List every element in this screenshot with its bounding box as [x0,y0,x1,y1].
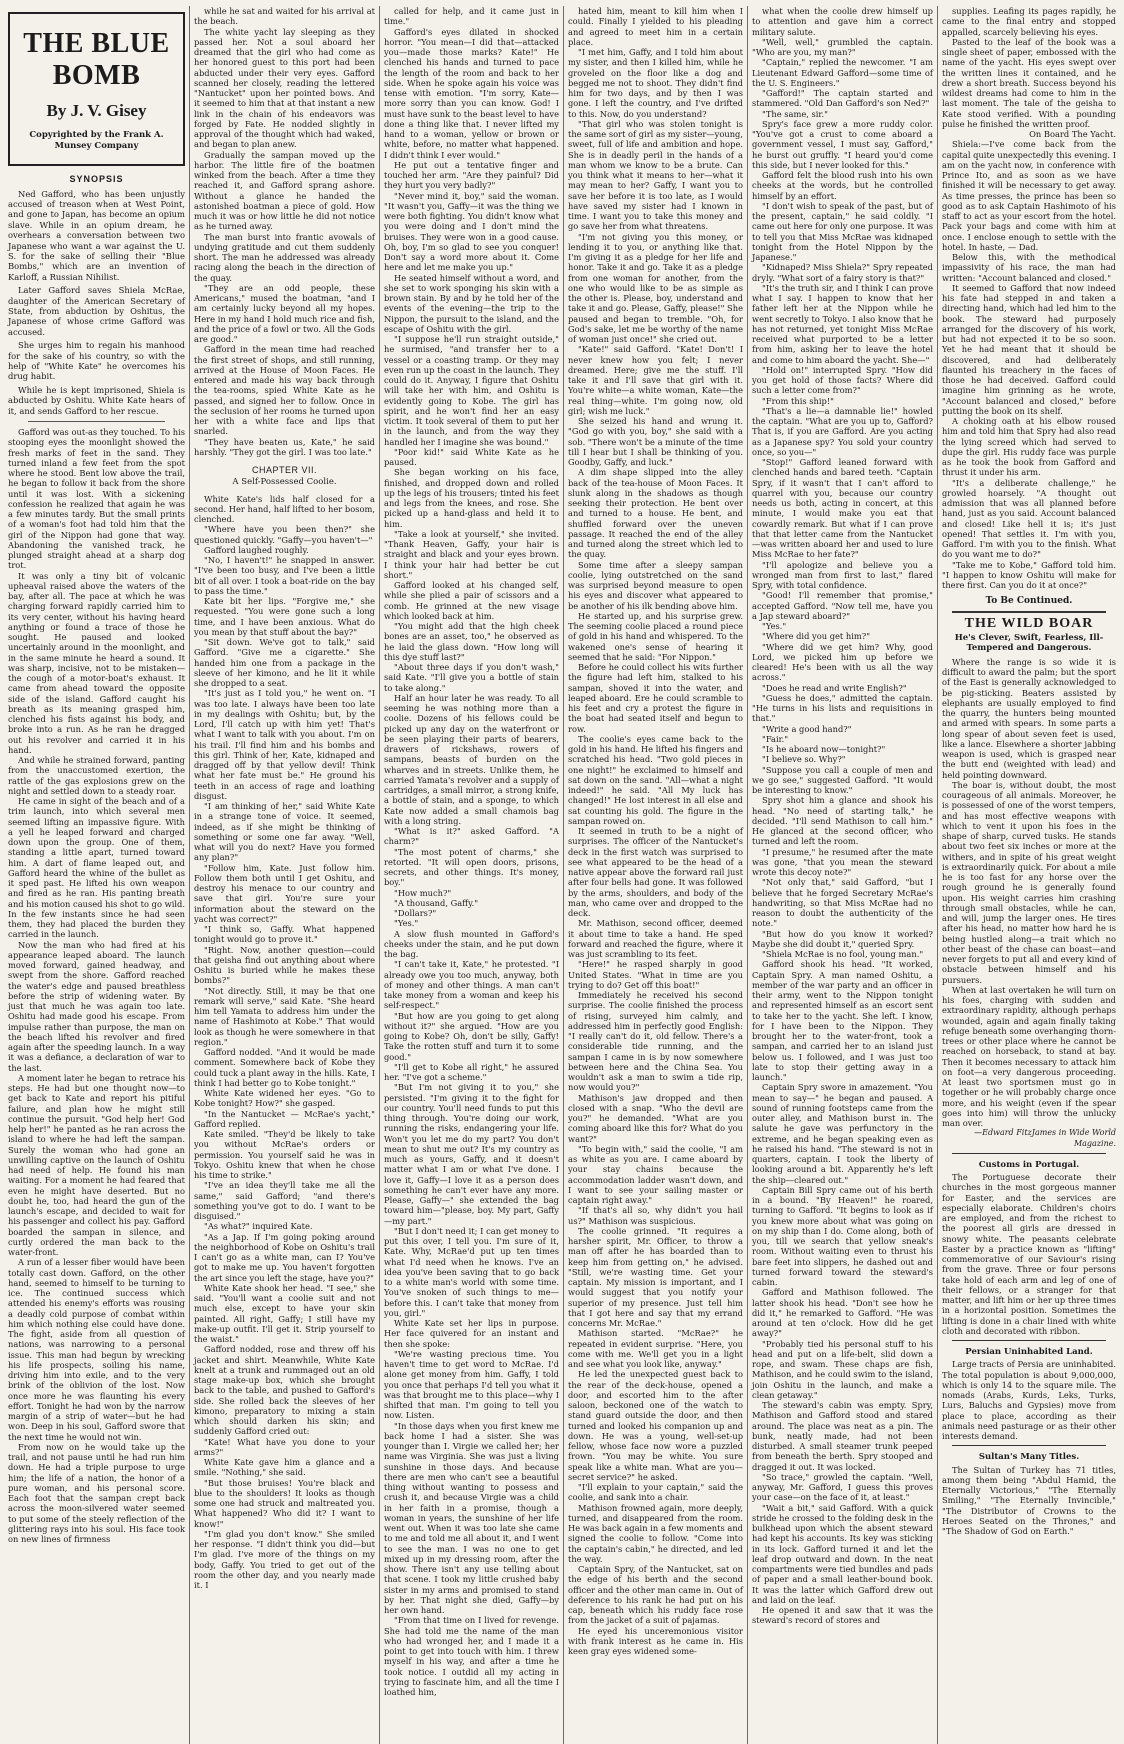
story-paragraph: Gafford was out-as they touched. To his stooping eyes the moonlight showed the fresh marks of feet in the sand. They turned inland a few feet from the spot where he stood. Bent low above the trail, he began to follow it back from the shore until it was lost. With a sickening confession he realized that again he was a few minutes tardy. But the small prints of a woman's foot had told him that the girl of the Nippon had gone that way. Abandoning the vanished track, he plunged straight ahead at a sharp dog trot. [8,427,185,571]
story-paragraph: White Kate widened her eyes. "Go to Kobe tonight? How?" she gasped. [194,1088,375,1109]
story-paragraph: while he sat and waited for his arrival at the beach. [194,6,375,27]
story-paragraph: "But I don't need it; I can get money to put this over, I tell you. I'm sure of it, Kate. Why, McRae'd put up ten times what I'd need when he knows. I've an idea you've been saving that to go back to a white man's world with some time. You've snoken of such things to me—before this. I can't take that money from you, girl." [384,1225,559,1318]
story-paragraph: The steward's cabin was empty. Spry, Mathison and Gafford stood and stared around. The place was neat as a pin. The bunk, neatly made, had not been disturbed. A small steamer trunk peeped from beneath the berth. Spry stooped and dragged it out. It was locked. [752,1400,933,1472]
story-paragraph: White Kate's lids half closed for a second. Her hand, half lifted to her bosom, clenched. [194,493,375,524]
story-paragraph: Gradually the sampan moved up the harbor. The little fire of the boatmen winked from the beach. After a time they reached it, and Gafford sprang ashore. Without a glance he handed the astonished boatman a piece of gold. How much it was or how little he did not notice as he turned away. [194,149,375,232]
story-paragraph: "We're wasting precious time. You haven't time to get word to McRae. I'd alone get money from him. Gaffy, I told you once that perhaps I'd tell you what it was that brought me to this place—why I shifted that man. I'm going to tell you now. Listen. [384,1348,559,1421]
story-paragraph: "I don't wish to speak of the past, but of the present, captain," he said coldly. "I came out here for only one purpose. It was to tell you that Miss McRae was kidnaped tonight from the Hotel Nippon by the Japanese." [752,200,933,262]
story-paragraph: She began working on his face, finished, and dropped down and rolled up the legs of his trousers; tinted his feet and legs from the knees, and rose. She picked up a hand-glass and held it to him. [384,467,559,529]
story-paragraph: "I'll explain to your captain," said the coolie, and sank into a chair. [568,1482,743,1503]
synopsis-section [8,174,185,416]
story-paragraph: "In those days when you first knew me back home I had a sister. She was younger than I. Virgie we called her; her name was Virginia. She was just a living sunshine in those days. And because there are men who can't see a beautiful thing without wanting to possess and crush it, and because Virgie was a child in her faith in a promise, though a woman in years, the sunshine of her life went out. When it was too late she came to me and told me all about it, and I went to see the man. I was no one to get mixed up in my dressing room, after the show. There isn't any use telling about that scene. I took my little crushed baby sister in my arms and promised to stand by her. That night she died, Gaffy—by her own hand. [384,1420,559,1615]
story-paragraph: "Take me to Kobe," Gafford told him. "I happen to know Oshitu will make for there first. Can you do it at once?" [942,559,1116,590]
letter-heading: On Board The Yacht. [1029,129,1116,139]
synopsis-paragraph: Later Gafford saves Shiela McRae, daughter of the American Secretary of State, from abduction by Oshitus, the Japanese of whose crime Gafford was accused. [8,285,185,337]
story-paragraph: "Does he read and write English?" [762,682,907,693]
story-paragraph: what when the coolie drew himself up to attention and gave him a correct military salute. [752,6,933,37]
story-paragraph: "But how do you know it worked? Maybe she did doubt it," queried Spry. [752,928,933,949]
story-paragraph: "Suppose you call a couple of men and we go see," suggested Gafford. "It would be interesting to know." [752,764,933,795]
story-paragraph: Gafford's eyes dilated in shocked horror. "You mean—I did that—attacked you—made those marks? Kate!" He clenched his hands and turned to pace the length of the room and back to her side. When he spoke again his voice was tense with emotion. "I'm sorry, Kate—more sorry than you can know. God! I must have sunk to the beast level to have done a thing like that. I never lifted my hand to a woman, yellow or brown or white, before, no matter what happened. I didn't think I ever would." [384,26,559,160]
story-paragraph: A run of a lesser fiber would have been totally cast down. Gafford, on the other hand, seemed to himself to be turning to ice. The continued success which attended his enemy's efforts was rousing a deadly cold purpose of combat within him which nothing else could have done. The fight, aside from all question of nations, was narrowing to a personal issue. This man had begun by wrecking his life prospects, soiling his name, driving him into exile, and to the very brink of the oblivion of the lost. Now once more he was flaunting his every effort. Tonight he had won by the narrow margin of a strip of water—but he had won. Deep in his soul, Gafford swore that the next time he would not win. [8,1257,185,1442]
story-paragraph: A dim shape slipped into the alley back of the tea-house of Moon Faces. It slunk along in the shadows as though seeking their protection. He bent over and turned to a house. He bent, and shuffled forward over the uneven passage. It reached the end of the alley and turned along the street which led to the quay. [568,467,743,560]
story-title-box [8,12,185,166]
story-paragraph: And while he strained forward, panting from the unaccustomed exertion, the rattle of the gas explosions grew on the night and settled down to a steady roar. [8,755,185,796]
story-paragraph: "Kate!" said Gafford. "Kate! Don't! I never knew how you felt; I never dreamed. Here; give me the stuff. I'll take it and I'll save that girl with it. You're white—a white woman, Kate—the real thing—white. I'm going now, old girl; wish me luck." [568,344,743,416]
story-paragraph: "How much?" [394,887,452,898]
synopsis-paragraph: While he is kept imprisoned, Shiela is abducted by Oshitu. White Kate hears of it, and sends Gafford to her rescue. [8,384,185,416]
synopsis-heading: SYNOPSIS [69,174,124,185]
story-paragraph: "I've an idea they'll take me all the same," said Gafford; "and there's something you've got to do. I want to be disguised." [194,1180,375,1221]
story-paragraph: "Where did you get him?" [762,631,871,642]
story-paragraph: Captain Bill Spry came out of his berth in a bound. "By Heaven!" he roared, turning to Gafford. "It begins to look as if you knew more about what was going on on my ship than I do. Come along, both of you, till we search that yellow sneak's room. Without waiting even to thrust his bare feet into slippers, he dashed out and turned forward toward the steward's cabin. [752,1184,933,1287]
story-paragraph: Gafford looked at his changed self, while she plied a pair of scissors and a comb. He grinned at the new visage which looked back at him. [384,580,559,621]
story-paragraph: White Kate gave him a glance and a smile. "Nothing," she said. [194,1457,375,1478]
story-paragraph: She seized his hand and wrung it. "God go with you, boy," she said with a sob. "There won't be a minute of the time till I hear but I shall be thinking of you. Goodby, Gaffy, and luck." [568,416,743,467]
article-paragraph: The Portuguese decorate their churches in the most gorgeous manner for Easter, and the services are especially elaborate. Children's choirs are employed, and from the richest to the poorest all girls are dressed in snowy white. The peasants celebrate Easter by a practice known as "lifting" commemorative of our Saviour's rising from the grave. Three or four persons take hold of each arm and leg of one of their fellows, or a stranger for that matter, and lift him or her up three times in a horizontal position. Sometimes the lifting is done in a chair lined with white cloth and decorated with ribbon. [942,1172,1116,1336]
story-paragraph: Spry's face grew a more ruddy color. "You've got a crust to come aboard a government vessel, I must say, Gafford," he burst out gruffly. "I heard you'd come this side, but I never looked for this." [752,118,933,170]
story-paragraph: It was only a tiny bit of volcanic upheaval raised above the waters of the bay, after all. The pace at which he was charging forward rapidly carried him to its very center, without his having heard anything or found a trace of those he sought. He paused and looked uncertainly around in the moonlight, and in the same minute he heard a sound. It was sharp, incisive, not to be mistaken—the cough of a motor-boat's exhaust. It came from ahead toward the opposite side of the island. Gafford caught his breath as its meaning grasped him, clenched his fists against his body, and broke into a run. As he ran he dragged out his revolver and carried it in his hand. [8,570,185,755]
story-paragraph: "From that time on I lived for revenge. She had told me the name of the man who had wronged her, and I made it a point to get into touch with him. I threw myself in his way, and after a time he took notice. I outdid all my acting in trying to fascinate him, and all the time I loathed him, [384,1615,559,1697]
story-paragraph: "I'll apologize and believe you a wronged man from first to last," flared Spry, with total confidence. [752,559,933,590]
story-byline: By J. V. Gisey [46,101,147,120]
story-paragraph: "The most potent of charms," she retorted. "It will open doors, prisons, secrets, and other things. It's money, boy." [384,846,559,888]
synopsis-paragraph: She urges him to regain his manhood for the sake of his country, so with the help of "White Kate" he overcomes his drug habit. [8,340,185,382]
story-paragraph: "Wait a bit," said Gafford. With a quick stride he crossed to the folding desk in the bulkhead upon which the absent steward had kept his accounts. Its key was sticking in its lock. Gafford turned it and let the leaf drop outward and down. In the neat compartments were tied bundles and pads of paper and a small leather-bound book. It was the latter which Gafford drew out and laid on the leaf. [752,1502,933,1605]
story-paragraph: "It's a deliberate challenge," he growled hoarsely. "A thought out admission that was all planned before hand, just as you said. Account balanced and closed! Like hell it is; it's just opened! That settles it. I'm with you, Gafford. I'm with you to the finish. What do you want me to do?" [942,477,1116,560]
column-3 [380,6,564,1744]
story-paragraph: Now the man who had fired at his appearance leaped aboard. The launch moved forward, gained headway, and swept from the shore. Gafford reached the water's edge and paused breathless before the strip of widening water. By just that much he was again too late. Oshitu had made good his escape. From impulse rather than purpose, the man on the beach lifted his revolver and fired again after the speeding launch. In a way it was a defiance, a declaration of war to the last. [8,939,185,1073]
article-credit: —Edward FitzJames in Wide World Magazine. [974,1128,1116,1148]
story-paragraph: "Captain," replied the newcomer. "I am Lieutenant Edward Gafford—some time of the U. S. Engineers." [752,57,933,88]
story-paragraph: Some time after a sleepy sampan coolie, lying outstretched on the sand was surprised beyond measure to open his eyes and discover what appeared to be another of his ilk bending above him. [568,559,743,611]
story-paragraph: White Kate set her lips in purpose. Her face quivered for an instant and then she spoke: [384,1318,559,1349]
story-paragraph: "But how are you going to get along without it?" she argued. "How are you going to Kobe? Oh, don't be silly, Gaffy! Take the rotten stuff and turn it to some good." [384,1010,559,1062]
story-paragraph: "Well, well," grumbled the captain. "Who are you, my man?" [752,36,933,57]
story-paragraph: Captain Spry swore in amazement. "You mean to say—" he began and paused. A sound of running footsteps came from the outer alley, and Mathison burst in. The salute he gave was perfunctory in the extreme, and he began speaking even as he raised his hand. "The steward is not in quarters, captain. I took the liberty of looking around a bit. Apparently he's left the ship—cleared out." [752,1082,933,1185]
chapter-heading: CHAPTER VII. [251,465,317,475]
to-be-continued: To Be Continued. [985,596,1073,607]
story-paragraph: He started up, and his surprise grew. The seeming coolie placed a round piece of gold in his hand and whispered. To the wakened one's sense of hearing it seemed that he said: "For Nippon." [568,610,743,662]
article-paragraph: Where the range is so wide it is difficult to award the palm; but the sport of the East is generally acknowledged to be pig-sticking. Beaters assisted by elephants are usually employed to find the quarry, the hunters being mounted and armed with spears. In some parts a long spear of about seven feet is used, like a lance. Elsewhere a shorter jabbing weapon is used, which is grasped near the butt end (weighted with lead) and held pointing downward. [942,656,1116,780]
story-paragraph: "So trace," growled the captain. "Well, anyway, Mr. Gafford, I guess this proves your case—on the face of it, at least." [752,1471,933,1503]
story-paragraph: "Shiela McRae is no fool, young man." [762,949,924,959]
story-paragraph: A slow flush mounted in Gafford's cheeks under the stain, and he put down the bag. [384,928,559,959]
story-paragraph: Spry shot him a glance and shook his head. "No need of starting talk," he decided. "I'll send Mathison to call him." He glanced at the second officer, who turned and left the room. [752,795,933,847]
story-paragraph: "I think so, Gaffy. What happened tonight would go to prove it." [194,924,375,945]
story-paragraph: "I'm not giving you this money, or lending it to you, or anything like that. I'm giving it as a pledge for her life and honor. Take it and go. Take it as a pledge from one woman for another, from the one who would like to be as simple as the other is. Please, boy, understand and take it and go. Please, Gaffy, please!" She paused and began to tremble. "Oh, for God's sake, let me be worthy of the name of woman just once!" she cried out. [568,231,743,344]
column-6 [938,6,1120,1744]
story-paragraph: "No, I haven't!" he snapped in answer. "I've been too busy, and I've been a little bit of all over. I took a boat-ride on the bay to pass the time." [194,555,375,596]
story-paragraph: "I am thinking of her," said White Kate in a strange tone of voice. It seemed, indeed, as if she might be thinking of something or some one far away. "Well, what will you do next? Have you formed any plan?" [194,801,375,863]
letter-text: Shiela:—I've come back from the capital quite unexpectedly this evening. I am on the yacht now, in conference with Prince Ito, and as soon as we have finished it will be necessary to get away. As time presses, the prince has been so good as to ask Captain Hashimoto of his staff to act as your escort from the hotel. Pack your bags and come with him at once. I enclose enough to settle with the hotel. In haste, — Dad. [942,139,1116,252]
story-paragraph: The white yacht lay sleeping as they passed her. Not a soul aboard her dreamed that the girl who had come as her honored guest to this port had been abducted under their very eyes. Gafford scanned her closely, reading the lettered "Nantucket" upon her pointed bows. And it seemed to him that at that instant a new link in the chain of his endeavors was forged by Fate. He nodded slightly in approval of the thought which had waked, and began to plan anew. [194,26,375,150]
story-paragraph: "Follow him, Kate. Just follow him. Follow them both until I get Oshitu, and destroy his menace to our country and save that girl. You're sure your information about the steward on the yacht was correct?" [194,862,375,924]
story-paragraph: "From this ship!" [762,395,834,406]
story-paragraph: "Kidnaped? Miss Shiela?" Spry repeated dryly. "What sort of a fairy story is that?" [752,262,933,283]
story-paragraph: White Kate shook her head. "I see," she said. "You'll want a coolie suit and not much else, except to have your skin painted. All right, Gaffy; I still have my make-up outfit. I'll get it. Strip yourself to the waist." [194,1282,375,1344]
sultan-heading: Sultan's Many Titles. [978,1452,1080,1463]
wild-boar-subheading: He's Clever, Swift, Fearless, Ill-Tempered and Dangerous. [954,632,1104,653]
section-rule [952,611,1106,613]
story-paragraph: "Probably tied his personal stuff to his head and put on a life-belt, slid down a rope, and swam. These chaps are fish, Mathison, and he could swim to the island, join Oshitu in the launch, and make a clean getaway." [752,1338,933,1400]
story-paragraph: "Good! I'll remember that promise," accepted Gafford. "Now tell me, have you a Jap steward aboard?" [752,590,933,621]
story-paragraph: "I believe so. Why?" [762,754,846,765]
story-paragraph: Mathison frowned again, more deeply, turned, and disappeared from the room. He was back again in a few moments and signed the coolie to follow. "Come into the captain's cabin," he directed, and led the way. [568,1502,743,1564]
story-paragraph: "Right. Now, another question—could that geisha find out anything about where Oshitu is buried while he makes these bombs?" [194,944,375,986]
story-paragraph: "It's just as I told you," he went on. "I was too late. I always have been too late in my dealings with Oshitu; but, by the Lord, I'll catch up with him yet! That's what I want to talk with you about. I'm on his trail. I'll find him and his bombs and this girl. Think of her, Kate, kidnaped and dragged off by that yellow devil! Think what her fate must be." He ground his teeth in an access of rage and loathing disgust. [194,688,375,801]
story-paragraph: He put out a tentative finger and touched her arm. "Are they painful? Did they hurt you very badly?" [384,159,559,191]
story-paragraph: "Stop!" Gafford leaned forward with clenched hands and bared teeth. "Captain Spry, if it wasn't that I can't afford to quarrel with you, because our country needs us both, acting in concert, at this minute, I would make you eat that cowardly remark. But what if I can prove that that letter came from the Nantucket—was written aboard her and used to lure Miss McRae to her fate?" [752,457,933,560]
story-paragraph: He came in sight of the beach and of a trim launch, into which several men seemed lifting an impassive figure. With a yell he leaped forward and charged down upon the group. One of them, standing a little apart, turned toward him. A dart of flame leaped out, and Gafford heard the whine of the bullet as it sped past. He lifted his own weapon and fired as he ran. His panting breath and his motion caused his shot to go wild. In the few instants since he had seen them, they had placed the burden they carried in the launch. [8,796,185,940]
story-paragraph: "Kate! What have you done to your arms?" [194,1436,375,1457]
story-paragraph: "Not only that," said Gafford, "but I believe that he forged Secretary McRae's handwriting, so that Miss McRae had no reason to doubt the authenticity of the note." [752,877,933,929]
story-paragraph: Gafford and Mathison followed. The latter shook his head. "Don't see how he did it," he remarked to Gafford. "He was around at ten o'clock. How did he get away?" [752,1287,933,1339]
story-paragraph: "A thousand, Gaffy." [394,897,479,908]
story-paragraph: "Gafford!" The captain started and stammered. "Old Dan Gafford's son Ned?" [752,88,933,109]
article-paragraph: The boar is, without doubt, the most courageous of all animals. Moreover, he is possessed of one of the worst tempers, and has most effective weapons with which to vent it upon his foes in the shape of sharp, curved tusks. He stands about two feet six inches or more at the withers, and in spite of his great weight is extraordinarily quick. For about a mile he is too fast for any horse over the rough ground he is generally found upon. His weight carries him crashing through small obstacles, while he can, and will, jump the larger ones. He tires after his head, no matter how hard he is being hustled along—a trait which no other beast of the chase can boast—and never forgets to put all and every kind of obstacle between himself and his pursuers. [942,779,1116,985]
story-paragraph: "The same, sir." [762,108,828,119]
story-paragraph: "I'll get to Kobe all right," he assured her. "I've got a scheme." [384,1061,559,1082]
column-1 [4,6,190,1744]
story-paragraph: The coolie's eyes came back to the gold in his hand. He lifted his fingers and scratched his head. "Two gold pieces in one night!" he exclaimed to himself and sat down on the sand. "All—what a night indeed!" he said. "All My luck has changed!" He lost interest in all else and sat counting his gold. The figure in the sampan rowed on. [568,733,743,826]
story-paragraph: "Hold on!" interrupted Spry. "How did you get hold of those facts? Where did such a letter come from?" [752,364,933,396]
story-paragraph: "Here!" he rasped sharply in good United States. "What in time are you trying to do? Get off this boat!" [568,959,743,990]
story-paragraph: Mr. Mathison, second officer, deemed it about time to take a hand. He sped forward and reached the figure, where it was just scrambling to its feet. [568,918,743,959]
story-paragraph: A moment later he began to retrace his steps. He had but one thought now—to get back to Kate and report his pitiful failure, and plan how he might still continue the pursuit. "God help her! God help her!" he panted as he ran across the island to where he had left the sampan. Surely the woman who had gone an unwilling captive on the launch of Oshitu had need of help. He found his man waiting. For a moment he had feared that even he might have deserted. But no doubt he, too, had heard the gun of the launch's escape, and decided to wait for his passenger and collect his pay. Gafford boarded the sampan in silence, and curtly ordered the man back to the water-front. [8,1072,185,1258]
story-paragraph: Gafford nodded, rose and threw off his jacket and shirt. Meanwhile, White Kate knelt at a trunk and rummaged out an old stage make-up box, which she brought back to the table, and pushed to Gafford's side. She rolled back the sleeves of her kimono, preparatory to mixing a stain which should darken his skin; and suddenly Gafford cried out: [194,1344,375,1437]
story-paragraph: Mathison started. "McRae?" he repeated in evident surprise. "Here, you come with me. We'll get you in a light and see what you look like, anyway." [568,1328,743,1369]
story-paragraph: "Not directly. Still, it may be that one remark will serve," said Kate. "She heard him tell Yamata to address him under the name of Hashimoto at Kobe." That would look as though he were somewhere in that region." [194,985,375,1047]
story-paragraph: Gafford in the mean time had reached the first street of shops, and still running, arrived at the House of Moon Faces. He entered and made his way back through the tea-rooms, spied White Kate as he passed, and signed her to follow. Once in the seclusion of her rooms he turned upon her with a white face and lips that snarled. [194,344,375,437]
story-paragraph: "But those bruises! You're black and blue to the shoulders! It looks as though some one had struck and maltreated you. What happened? Who did it? I want to know!" [194,1477,375,1529]
story-paragraph: "I can't take it, Kate," he protested. "I already owe you too much, anyway, both of money and other things. A man can't take money from a woman and keep his self-respect." [384,959,559,1011]
story-paragraph: Captain Spry, of the Nantucket, sat on the edge of his berth and the second officer and the other man came in. Out of deference to his rank he had put on his cap, beneath which his ruddy face rose from the jacket of a suit of pajamas. [568,1564,743,1626]
story-paragraph: called for help, and it came just in time." [384,6,559,27]
story-paragraph: It seemed in truth to be a night of surprises. The officer of the Nantucket's deck in the first watch was surprised to see what appeared to be the head of a native appear above the forward rail just after four bells had gone. It was followed by the arms, shoulders, and body of the man, who came over and dropped to the deck. [568,826,743,918]
column-layout [4,6,1120,1744]
story-paragraph: "If that's all so, why didn't you hail us?" Mathison was suspicious. [568,1205,743,1226]
story-paragraph: "Yes." [394,918,419,929]
story-paragraph: Gafford laughed roughly. [204,544,309,555]
story-paragraph: Gafford nodded. "And it would be made comment. Somewhere back of Kobe they could tuck a plant away in the hills. Kate, I think I had better go to Kobe tonight." [194,1047,375,1088]
portugal-heading: Customs in Portugal. [978,1159,1080,1170]
story-paragraph: He opened it and saw that it was the steward's record of stores and [752,1605,933,1626]
story-title: THE BLUE BOMB [23,28,170,91]
story-paragraph: He led the unexpected guest back to the rear of the deck-house, opened a door, and escorted him to the after saloon, beckoned one of the watch to stand guard outside the door, and then turned and looked his companion up and down. He was a young, well-set-up fellow, whose face now wore a puzzled frown. "You may be white. You sure speak like a white man. What are you—secret service?" he asked. [568,1369,743,1482]
column-2 [190,6,380,1744]
story-paragraph: "Write a good hand?" [762,723,852,734]
story-paragraph: hated him, meant to kill him when I could. Finally I yielded to his pleading and agreed to meet him in a certain place. [568,6,743,47]
section-rule [952,1445,1106,1446]
story-paragraph: "Yes." [762,621,787,631]
story-paragraph: He eyed his unceremonious visitor with frank interest as he came in. His keen gray eyes widened some- [568,1625,743,1656]
story-paragraph: "Is he aboard now—tonight?" [762,744,886,754]
story-paragraph: "But I'm not giving it to you," she persisted. "I'm giving it to the fight for our country. You'll need funds to put this thing through. You're doing our work, running the risks, endangering your life. Won't you let me do my part? You don't mean to shut me out? It's my country as much as yours, Gaffy, and it doesn't matter what I am or what I've done. I love it, Gaffy—I love it as a person does something he can't ever have any more. Please, Gaffy—" she extended the bag toward him—"please, boy. My part, Gaffy—my part." [384,1082,559,1226]
story-paragraph: The man burst into frantic avowals of undying gratitude and cut them suddenly short. The man he addressed was already racing along the beach in the direction of the quay. [194,231,375,283]
story-paragraph: Below this, with the methodical impassivity of his race, the man had written: "Account balanced and closed." [942,252,1116,283]
story-paragraph: "That's a lie—a damnable lie!" howled the captain. "What are you up to, Gafford? That is, if you are Gafford. Are you acting as a Japanese spy? You sold your country once, so you—" [752,405,933,457]
story-paragraph: "As what?" inquired Kate. [204,1221,313,1232]
story-paragraph: Kate bit her lips. "Forgive me," she requested. "You were gone such a long time, and I have been anxious. What do you mean by that stuff about the bay?" [194,596,375,637]
story-paragraph: supplies. Leafing its pages rapidly, he came to the final entry and stopped appalled, scarcely believing his eyes. [942,6,1116,37]
story-paragraph: "Fair." [762,733,789,744]
story-paragraph: "That girl who was stolen tonight is the same sort of girl as my sister—young, sweet, full of life and ambition and hope. She is in deadly peril in the hands of a man whom we know to be a brute. Can you think what it means to her—what it may mean to her? Gaffy, I want you to save her before it is too late, as I would have saved my sister had I known in time. I want you to take this money and go save her from what threatens. [568,118,743,232]
article-paragraph: The Sultan of Turkey has 71 titles, among them being "Abdul Hamid, the Eternally Victorious," "The Eternally Smiling," "The Eternally Invincible," "The Distributor of Crowns to the Heroes Seated on the Thrones," and "The Shadow of God on Earth." [942,1464,1116,1536]
story-paragraph: The coolie grinned. "It requires a harsher spirit, Mr. Officer, to throw a man off after he has boarded than to keep him from getting on," he advised. "Still, we're wasting time. Get your captain. My mission is important, and I would suggest that you notify your superior of my presence. Just tell him that I got here and say that my errand concerns Mr. McRae." [568,1225,743,1328]
story-paragraph: He seated himself without a word, and she set to work sponging his skin with a brown stain. By and by he told her of the events of the evening—the trip to the Nippon, the pursuit to the island, and the escape of Oshitu with the girl. [384,272,559,334]
story-paragraph: "Take a look at yourself," she invited. "Thank Heaven, Gaffy, your hair is straight and black and your eyes brown. I think your hair had better be cut short." [384,528,559,580]
story-paragraph: Gafford felt the blood rush into his own cheeks at the words, but he controlled himself by an effort. [752,170,933,201]
story-paragraph: "Never mind it, boy," said the woman. "It wasn't you, Gaffy—it was the thing we were both fighting. You didn't know what you were doing and I don't mind the bruises. They were won in a good cause. Oh, boy, I'm so glad to see you conquer! Don't say a word more about it. Come here and let me make you up." [384,190,559,273]
article-paragraph: When at last overtaken he will turn on his foes, charging with sudden and extraordinary rapidity, although perhaps wounded, again and again finally taking refuge beneath some overhanging thorn-trees or other place where he cannot be reached on horseback, to stand at bay. Then it becomes necessary to attack him on foot—a very dangerous proceeding. At least two sportsmen must go in together or he will probably charge once more, and his weight (even if the spear goes into him) will throw the unlucky man over. [942,984,1116,1128]
story-paragraph: "I'm glad you don't know." She smiled her response. "I didn't think you did—but I'm glad. I've more of the things on my body, Gaffy. You tried to get out of the room the other day, and you nearly made it. I [194,1528,375,1590]
story-paragraph: "They have beaten us, Kate," he said harshly. "They got the girl. I was too late." [194,436,375,457]
wild-boar-heading: THE WILD BOAR [964,615,1094,631]
story-paragraph: Immediately he received his second surprise. The coolie finished the process of rising, surveyed him calmly, and addressed him in perfectly good English: "I really can't do it, old fellow. There's a considerable tide running, and the sampan I came in is by now somewhere between here and the China Sea. You wouldn't ask a man to swim a tide rip, now would you?" [568,990,743,1093]
story-paragraph: "Guess he does," admitted the captain. "He turns in his lists and requisitions in that." [752,692,933,724]
story-paragraph: Gafford shook his head. "It worked, Captain Spry. A man named Oshitu, a member of the war party and an officer in their army, went to the Nippon tonight and represented himself as an escort sent to take her to the yacht. She left. I know, for I have been to the Nippon. They brought her to the water-front, took a sampan, and carried her to an island just below us. I followed, and I was just too late to stop their getting away in a launch." [752,959,933,1082]
synopsis-paragraph: Ned Gafford, who has been unjustly accused of treason when at West Point, and gone to Japan, has become an opium slave. While in an opium dream, he overhears a conversation between two Japanese who want a war against the U. S. for the sake of selling their "Blue Bombs," which are an invention of Karloff, a Russian Nihilist. [8,188,185,282]
section-rule [952,1340,1106,1341]
article-paragraph: Large tracts of Persia are uninhabited. The total population is about 9,000,000, which is only 14 to the square mile. The nomads (Arabs, Kurds, Leks, Turks, Lurs, Baluchs and Gypsies) move from place to place, according as their animals need pasturage or as their other interests demand. [942,1359,1116,1441]
column-4 [564,6,748,1744]
story-paragraph: "I presume," he resumed after the mate was gone, "that you mean the steward wrote this decoy note?" [752,846,933,877]
story-paragraph: "I met him, Gaffy, and I told him about my sister, and then I killed him, while he groveled on the floor like a dog and begged me not to shoot. They didn't find him for two days, and by then I was gone. I left the country, and I've drifted to this. Now, do you understand? [568,47,743,119]
story-paragraph: "You might add that the high cheek bones are an asset, too," he observed as he laid the glass down. "How long will this dye stuff last?" [384,621,559,662]
story-paragraph: "Poor kid!" said White Kate as he paused. [384,446,559,467]
story-paragraph: "Sit down. We've got to talk," said Gafford. "Give me a cigarette." She handed him one from a package in the sleeve of her kimono, and he lit it while she dropped to a seat. [194,637,375,688]
story-paragraph: "I suppose he'll run straight outside," he surmised, "and transfer her to a vessel or a coasting tramp. Or they may even run up the coast in the launch. They could do it. Anyway, I figure that Oshitu will take her with him, and Oshitu is evidently going to Kobe. The girl has spirit, and he won't find her an easy victim. It took several of them to put her in the launch, and from the way they handled her I imagine she was bound." [384,334,560,447]
story-paragraph: Pasted to the leaf of the book was a single sheet of paper, embossed with the name of the yacht. His eyes swept over the written lines it contained, and he drew a short breath. Success beyond his wildest dreams had come to him in the last moment. The tale of the geisha to Kate stood verified. With a pounding pulse he finished the written proof. [942,36,1116,129]
story-paragraph: "Where have you been then?" she questioned quickly. "Gaffy—you haven't—" [194,524,375,545]
story-paragraph: Half an hour later he was ready. To all seeming he was nothing more than a coolie. Dozens of his fellows could be picked up any day on the waterfront or be seen playing their parts of bearers, drawers of rickshaws, rowers of sampans, beasts of burden on the wharves and in streets. Unlike them, he carried Yamata's revolver and a supply of cartridges, a small mirror, a strong knife, a bottle of stain, and a sponge, to which Kate now added a small chamois bag with a long string. [384,692,559,826]
story-paragraph: "As a Jap. If I'm going poking around the neighborhood of Kobe on Oshitu's trail I can't go as a white man, can I? You've got to make me up. You haven't forgotten the art since you left the stage, have you?" [194,1231,375,1283]
story-paragraph: From now on he would take up the trail, and not pause until he had run him down. He had a triple purpose to urge him; the life of a nation, the honor of a pure woman, and his personal score. Each foot that the sampan crept back across the moon-silvered water seemed to put some of the steely reflection of the glittering rays into his soul. His face took on new lines of firmness [8,1441,185,1545]
persia-heading: Persian Uninhabited Land. [965,1347,1093,1357]
story-paragraph: "Dollars?" [394,908,437,918]
column-5 [748,6,938,1744]
section-rule [952,1153,1106,1154]
story-paragraph: Kate smiled. "They'd be likely to take you without McRae's orders or permission. You yourself said he was in Tokyo. Oshitu knew that when he chose his time to strike." [194,1129,375,1180]
story-paragraph: "It's the truth sir, and I think I can prove what I say. I happen to know that her father left her at the Nippon while he went secretly to Tokyo. I also know that he has not returned, yet tonight Miss McRae received what purported to be a letter from him, asking her to leave the hotel and come to him aboard the yacht. She—" [752,282,933,365]
chapter-subtitle: A Self-Possessed Coolie. [232,477,337,488]
story-paragraph: It seemed to Gafford that now indeed his fate had stepped in and taken a directing hand, which had led him to the book. The steward had purposely arranged for the discovery of his work, but had not expected it to be so soon. Yet he had meant that it should be discovered, and had deliberately flaunted his treachery in the faces of those he had deceived. Gafford could imagine him grinning as he wrote, "Account balanced and closed," before putting the book on its shelf. [942,282,1116,416]
story-paragraph: Mathison's jaw dropped and then closed with a snap. "Who the devil are you?" he demanded. "What are you coming aboard like this for? What do you want?" [568,1092,743,1144]
story-text [8,427,185,1544]
divider [28,421,165,422]
story-paragraph: "Where did we get him? Why, good Lord, we picked him up before we cleared! He's been with us all the way across." [752,641,933,683]
story-paragraph: "They are an odd people, these Americans," mused the boatman, "and I am certainly lucky beyond all my hopes. Here in my hand I hold much rice and fish, and the price of a fowl or two. All the Gods are good." [194,282,375,344]
copyright-notice: Copyrighted by the Frank A. Munsey Company [29,130,164,152]
story-paragraph: A choking oath at his elbow roused him and told him that Spry had also read the lying screed which had served to dupe the girl. His ruddy face was purple as he took the book from Gafford and thrust it under his arm. [942,416,1116,478]
story-paragraph: "About three days if you don't wash," said Kate. "I'll give you a bottle of stain to take along." [384,662,559,693]
story-paragraph: Before he could collect his wits further the figure had left him, stalked to his sampan, shoved it into the water, and leaped aboard. Ere he could scramble to his feet and cry a protest the figure in the boat had seated itself and begun to row. [568,662,743,734]
story-paragraph: "What is it?" asked Gafford. "A charm?" [384,826,559,847]
story-paragraph: "In the Nantucket — McRae's yacht," Gafford replied. [194,1108,375,1129]
story-paragraph: "To begin with," said the coolie, "I am as white as you are. I came aboard by your stay chains because the accommodation ladder wasn't down, and I want to see your sailing master or captain right away." [568,1143,743,1205]
